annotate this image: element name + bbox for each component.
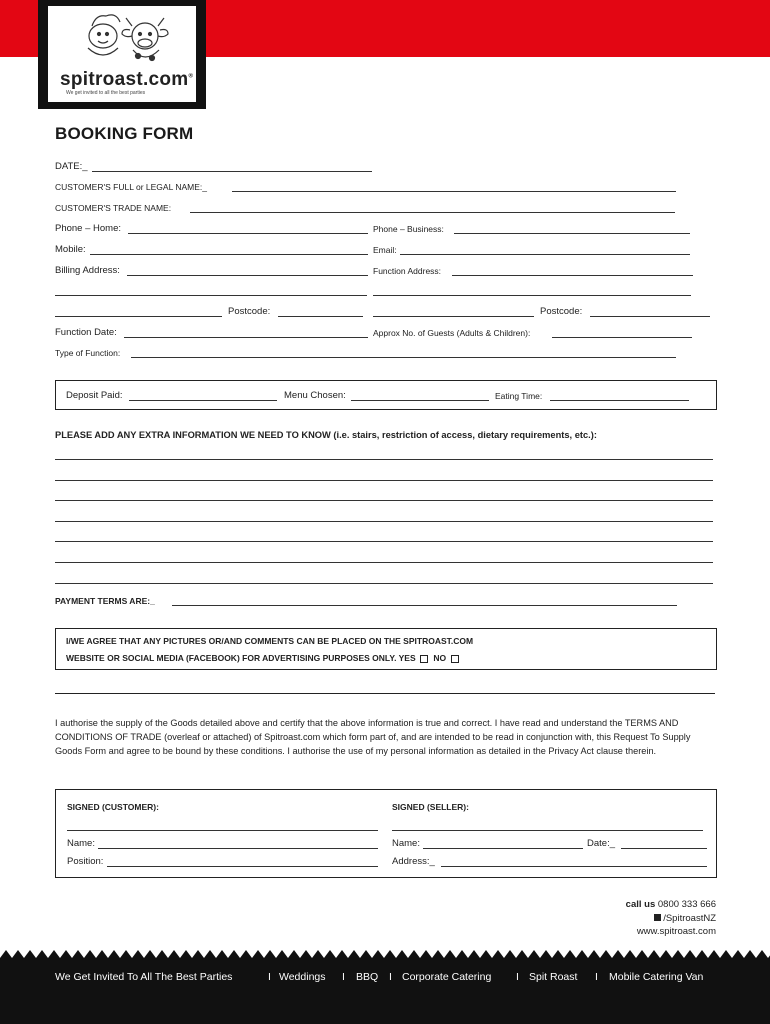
function-address-line3[interactable] <box>373 316 534 317</box>
eating-time-label: Eating Time: <box>495 391 543 401</box>
extra-info-line[interactable] <box>55 480 713 481</box>
billing-address-label: Billing Address: <box>55 265 120 276</box>
brand-logo <box>38 0 206 109</box>
extra-info-line[interactable] <box>55 541 713 542</box>
signed-customer-heading: SIGNED (CUSTOMER): <box>67 802 159 812</box>
seller-address-field[interactable] <box>441 866 707 867</box>
deposit-paid-label: Deposit Paid: <box>66 390 123 401</box>
chef-and-cow-icon <box>48 6 196 70</box>
seller-name-field[interactable] <box>423 848 583 849</box>
function-date-label: Function Date: <box>55 327 117 338</box>
no-checkbox[interactable] <box>451 655 459 663</box>
signed-seller-heading: SIGNED (SELLER): <box>392 802 469 812</box>
function-date-field[interactable] <box>124 337 368 338</box>
phone-business-field[interactable] <box>454 233 690 234</box>
payment-terms-label: PAYMENT TERMS ARE:_ <box>55 596 155 606</box>
type-of-function-label: Type of Function: <box>55 348 121 358</box>
footer-separator: I <box>595 971 598 983</box>
postcode-left-field[interactable] <box>278 316 363 317</box>
phone-home-field[interactable] <box>128 233 368 234</box>
consent-line2: WEBSITE OR SOCIAL MEDIA (FACEBOOK) FOR ADVERTISING PURPOSES ONLY. YES <box>66 653 416 663</box>
menu-chosen-field[interactable] <box>351 400 489 401</box>
guests-label: Approx No. of Guests (Adults & Children): <box>373 328 531 338</box>
customer-full-name-label: CUSTOMER'S FULL or LEGAL NAME:_ <box>55 182 207 192</box>
menu-chosen-label: Menu Chosen: <box>284 390 346 401</box>
customer-trade-name-field[interactable] <box>190 212 675 213</box>
function-address-field[interactable] <box>452 275 693 276</box>
footer-separator: I <box>389 971 392 983</box>
contact-phone <box>626 899 716 910</box>
contact-facebook <box>654 913 716 924</box>
extra-info-line[interactable] <box>55 459 713 460</box>
customer-position-field[interactable] <box>107 866 378 867</box>
consent-line1: I/WE AGREE THAT ANY PICTURES OR/AND COMMENTS CAN BE PLACED ON THE SPITROAST.COM <box>66 636 474 646</box>
function-address-label: Function Address: <box>373 266 442 276</box>
footer-tagline: We Get Invited To All The Best Parties <box>55 971 233 983</box>
seller-date-label: Date:_ <box>587 838 615 849</box>
consent-box <box>55 628 717 670</box>
mobile-field[interactable] <box>90 254 368 255</box>
registered-mark: ® <box>188 73 194 80</box>
footer-separator: I <box>268 971 271 983</box>
phone-business-label: Phone – Business: <box>373 224 444 234</box>
billing-address-line2[interactable] <box>55 295 367 296</box>
date-field[interactable] <box>92 171 372 172</box>
seller-address-label: Address:_ <box>392 856 435 867</box>
logo-text: spitroast.com <box>60 69 189 90</box>
payment-terms-field[interactable] <box>172 605 677 606</box>
customer-name-label: Name: <box>67 838 95 849</box>
no-label: NO <box>433 653 447 663</box>
seller-date-field[interactable] <box>621 848 707 849</box>
extra-info-line[interactable] <box>55 583 713 584</box>
email-label: Email: <box>373 245 397 255</box>
footer-item-corporate-catering: Corporate Catering <box>402 971 492 983</box>
extra-info-heading: PLEASE ADD ANY EXTRA INFORMATION WE NEED TO KNOW (i.e. stairs, restriction of access, dietary requirements, etc.): <box>55 430 597 440</box>
customer-position-label: Position: <box>67 856 104 867</box>
yes-checkbox[interactable] <box>420 655 428 663</box>
phone-number[interactable]: 0800 333 666 <box>657 899 716 910</box>
postcode-left-label: Postcode: <box>228 306 271 317</box>
mobile-label: Mobile: <box>55 244 86 255</box>
website-link[interactable]: www.spitroast.com <box>636 926 716 937</box>
billing-address-field[interactable] <box>127 275 368 276</box>
footer-bar <box>0 950 770 1024</box>
call-us-label: call us <box>625 899 656 910</box>
phone-home-label: Phone – Home: <box>55 223 122 234</box>
date-label: DATE:_ <box>55 161 88 172</box>
logo-tagline: We get invited to all the best parties <box>66 90 146 96</box>
guests-field[interactable] <box>552 337 692 338</box>
customer-full-name-field[interactable] <box>232 191 676 192</box>
footer-separator: I <box>342 971 345 983</box>
deposit-paid-field[interactable] <box>129 400 277 401</box>
extra-info-line[interactable] <box>55 521 713 522</box>
authorisation-text: I authorise the supply of the Goods detailed above and certify that the above information is true and correct. I have read and understand the TERMS AND CONDITIONS OF TRADE (overleaf or attached) of Spitroast.com which form part of, and are intended to be read in conjunction with, this Request To Supply Goods Form and agree to be bound by these conditions. I authorise the use of my personal information as detailed in the Privacy Act clause therein. <box>55 718 691 757</box>
page-title: BOOKING FORM <box>55 124 194 143</box>
footer-item-spit-roast: Spit Roast <box>529 971 578 983</box>
facebook-icon <box>654 914 661 921</box>
footer-item-weddings: Weddings <box>279 971 326 983</box>
customer-name-field[interactable] <box>98 848 378 849</box>
deposit-box <box>55 380 717 410</box>
postcode-right-label: Postcode: <box>540 306 583 317</box>
extra-info-line[interactable] <box>55 500 713 501</box>
footer-separator: I <box>516 971 519 983</box>
postcode-right-field[interactable] <box>590 316 710 317</box>
seller-signature-field[interactable] <box>392 830 703 831</box>
billing-address-line3[interactable] <box>55 316 222 317</box>
extra-info-line[interactable] <box>55 562 713 563</box>
section-divider <box>55 693 715 694</box>
type-of-function-field[interactable] <box>131 357 676 358</box>
footer-item-bbq: BBQ <box>356 971 379 983</box>
footer-item-mobile-catering-van: Mobile Catering Van <box>609 971 704 983</box>
customer-trade-name-label: CUSTOMER'S TRADE NAME: <box>55 203 172 213</box>
email-field[interactable] <box>400 254 690 255</box>
function-address-line2[interactable] <box>373 295 691 296</box>
seller-name-label: Name: <box>392 838 420 849</box>
facebook-handle[interactable]: /SpitroastNZ <box>663 913 716 924</box>
eating-time-field[interactable] <box>550 400 689 401</box>
customer-signature-field[interactable] <box>67 830 378 831</box>
